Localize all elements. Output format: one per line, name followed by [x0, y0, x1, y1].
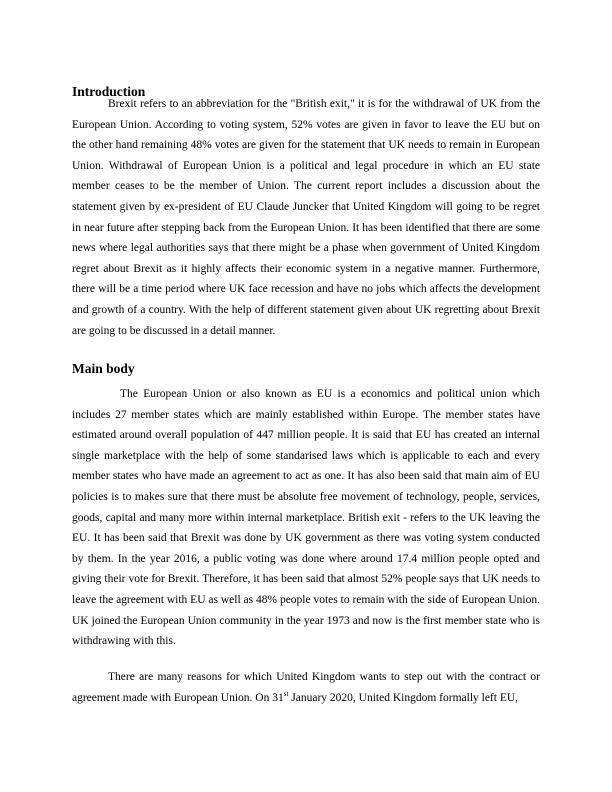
main-body-heading: Main body	[72, 361, 135, 376]
paragraph-2-text-start: There are many reasons for which United Kingdom wants to step out with the contract or agreement made with European Union. On 31	[72, 671, 540, 704]
introduction-heading: Introduction	[72, 84, 146, 99]
main-body-paragraph-1: The European Union or also known as EU is a economics and political union which includes 27 member states which are mainly established within Europe. The member states have estimated around overall population of 447 million people. It is said that EU has created an internal single marketplace with the help of some standarised laws which is applicable to each and every member states who have made an agreement to act as one. It has also been said that main aim of EU policies is to makes sure that there must be absolute free movement of technology, people, services, goods, capital and many more within internal marketplace. British exit - refers to the UK leaving the EU. It has been said that Brexit was done by UK government as there was voting system conducted by them. In the year 2016, a public voting was done where around 17.4 million people opted and giving their vote for Brexit. Therefore, it has been said that almost 52% people says that UK needs to leave the agreement with EU as well as 48% people votes to remain with the side of European Union. UK joined the European Union community in the year 1973 and now is the first member state who is withdrawing with this.	[72, 388, 540, 648]
main-body-paragraph-2	[72, 667, 540, 708]
ordinal-superscript: st	[283, 689, 289, 698]
paragraph-2-text-end: January 2020, United Kingdom formally left EU,	[288, 691, 519, 704]
introduction-paragraph: Brexit refers to an abbreviation for the "British exit," it is for the withdrawal of UK from the European Union. According to voting system, 52% votes are given in favor to leave the EU but on the other hand remaining 48% votes are given for the statement that UK needs to remain in European Union. Withdrawal of European Union is a political and legal procedure in which an EU state member ceases to be the member of Union. The current report includes a discussion about the statement given by ex-president of EU Claude Juncker that United Kingdom will going to be regret in near future after stepping back from the European Union. It has been identified that there are some news where legal authorities says that there might be a phase when government of United Kingdom regret about Brexit as it highly affects their economic system in a negative manner. Furthermore, there will be a time period where UK face recession and have no jobs which affects the development and growth of a country. With the help of different statement given about UK regretting about Brexit are going to be discussed in a detail manner.	[72, 98, 540, 337]
